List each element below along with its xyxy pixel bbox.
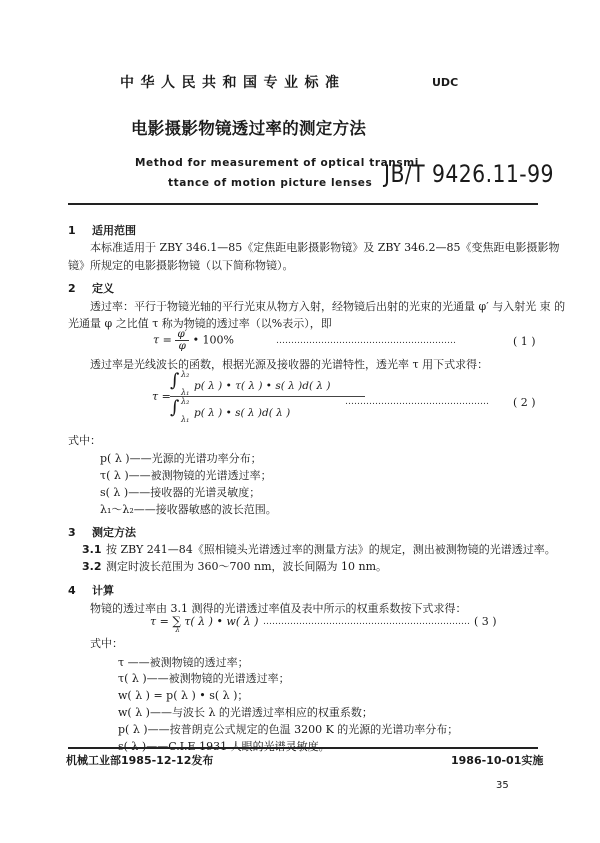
equation-3: [150, 614, 259, 634]
lower-limit: λ₁: [181, 415, 190, 424]
clause-3-1: [82, 541, 556, 557]
where-label: 式中：: [90, 637, 123, 650]
effective-date: 1986-10-01实施: [451, 754, 544, 767]
udc-label: UDC: [432, 76, 459, 89]
definition-item: τ( λ )——被测物镜的光谱透过率；: [100, 469, 272, 482]
page-number: 35: [496, 780, 509, 791]
fraction-numerator: φ′: [177, 328, 188, 340]
section-title: 定义: [92, 282, 114, 295]
section-number: 2: [68, 282, 76, 295]
standard-number-handwritten: JB/T 9426.11-99: [384, 160, 554, 188]
equation-2-fraction: [170, 372, 370, 425]
section-1-paragraph-line1: 本标准适用于 ZBY 346.1—85《定焦距电影摄影物镜》及 ZBY 346.2—85《变焦距电影摄影物: [90, 241, 560, 254]
lower-limit: λ₁: [181, 388, 190, 397]
document-title-cn: 电影摄影物镜透过率的测定方法: [131, 119, 367, 138]
section-title: 适用范围: [92, 224, 136, 237]
section-1-heading: [68, 222, 136, 238]
standard-type-heading: 中华人民共和国专业标准: [120, 75, 346, 91]
summation-subscript: λ: [175, 626, 180, 634]
clause-text: 测定时波长范围为 360～700 nm，波长间隔为 10 nm。: [106, 560, 388, 573]
definition-item: τ( λ )——被测物镜的光谱透过率；: [118, 672, 290, 685]
equation-rhs: τ( λ ) • w( λ ): [184, 615, 259, 628]
definition-item: s( λ )——接收器的光谱灵敏度；: [100, 486, 261, 499]
header-divider: [68, 203, 538, 205]
equation-lhs: τ =: [153, 333, 172, 347]
upper-limit: λ₂: [181, 370, 190, 379]
clause-3-2: [82, 558, 387, 574]
clause-number: 3.1: [82, 543, 102, 556]
clause-number: 3.2: [82, 560, 102, 573]
equation-2-lhs: τ =: [152, 390, 171, 403]
section-2-paragraph-line2: 光通量 φ 之比值 τ 称为物镜的透过率（以%表示），即: [68, 317, 332, 330]
section-1-paragraph-line2: 镜》所规定的电影摄影物镜（以下简称物镜）。: [68, 259, 294, 272]
section-number: 4: [68, 584, 76, 597]
equation-2-leader-dots: …………………………………………: [345, 397, 489, 407]
section-number: 3: [68, 526, 76, 539]
numerator-expression: p( λ ) • τ( λ ) • s( λ )d( λ ): [194, 380, 331, 392]
section-number: 1: [68, 224, 76, 237]
summation: [172, 614, 184, 634]
section-3-heading: [68, 524, 136, 540]
equation-2-number: ( 2 ): [513, 396, 536, 409]
footer-divider: [68, 747, 538, 749]
equation-2-denominator: [170, 397, 370, 425]
definition-item: w( λ )——与波长 λ 的光谱透过率相应的权重系数；: [118, 706, 373, 719]
sigma-symbol: ∑: [172, 614, 181, 628]
definition-item: τ ——被测物镜的透过率；: [118, 656, 249, 669]
equation-2-numerator: [170, 372, 365, 397]
equation-rhs: • 100%: [192, 333, 234, 347]
fraction-denominator: φ: [178, 340, 186, 352]
definition-item: p( λ )——光源的光谱功率分布；: [100, 452, 262, 465]
document-title-en-line2: ttance of motion picture lenses: [168, 177, 373, 189]
equation-3-number: ( 3 ): [474, 615, 497, 628]
section-4-paragraph: 物镜的透过率由 3.1 测得的光谱透过率值及表中所示的权重系数按下式求得：: [90, 602, 467, 615]
upper-limit: λ₂: [181, 397, 190, 406]
section-2-paragraph-2: 透过率是光线波长的函数，根据光源及接收器的光谱特性，透光率 τ 用下式求得：: [90, 358, 489, 371]
equation-1: [153, 329, 234, 352]
equation-3-leader-dots: ……………………………………………………………: [263, 617, 470, 627]
section-4-heading: [68, 582, 114, 598]
document-title-en-line1: Method for measurement of optical transmi: [135, 157, 419, 169]
section-title: 测定方法: [92, 526, 136, 539]
definition-item: w( λ ) = p( λ ) • s( λ )；: [118, 689, 249, 702]
equation-1-number: ( 1 ): [513, 335, 536, 348]
section-2-heading: [68, 280, 114, 296]
clause-text: 按 ZBY 241—84《照相镜头光谱透过率的测量方法》的规定，测出被测物镜的光谱透过率。: [106, 543, 556, 556]
definition-item: λ₁～λ₂——接收器敏感的波长范围。: [100, 503, 277, 516]
integral-sign: ∫: [170, 370, 180, 391]
equation-fraction: [175, 329, 189, 352]
integral-sign: ∫: [170, 397, 180, 418]
definition-item: p( λ )——按普朗克公式规定的色温 3200 K 的光源的光谱功率分布；: [118, 723, 459, 736]
issued-date: 机械工业部1985-12-12发布: [66, 754, 214, 767]
equation-lhs: τ =: [150, 615, 169, 628]
denominator-expression: p( λ ) • s( λ )d( λ ): [194, 407, 291, 419]
section-title: 计算: [92, 584, 114, 597]
equation-1-leader-dots: ……………………………………………………: [276, 336, 456, 346]
section-2-paragraph-line1: 透过率：平行于物镜光轴的平行光束从物方入射，经物镜后出射的光束的光通量 φ′ 与入射光 束 的: [90, 300, 566, 313]
where-label: 式中：: [68, 434, 101, 447]
